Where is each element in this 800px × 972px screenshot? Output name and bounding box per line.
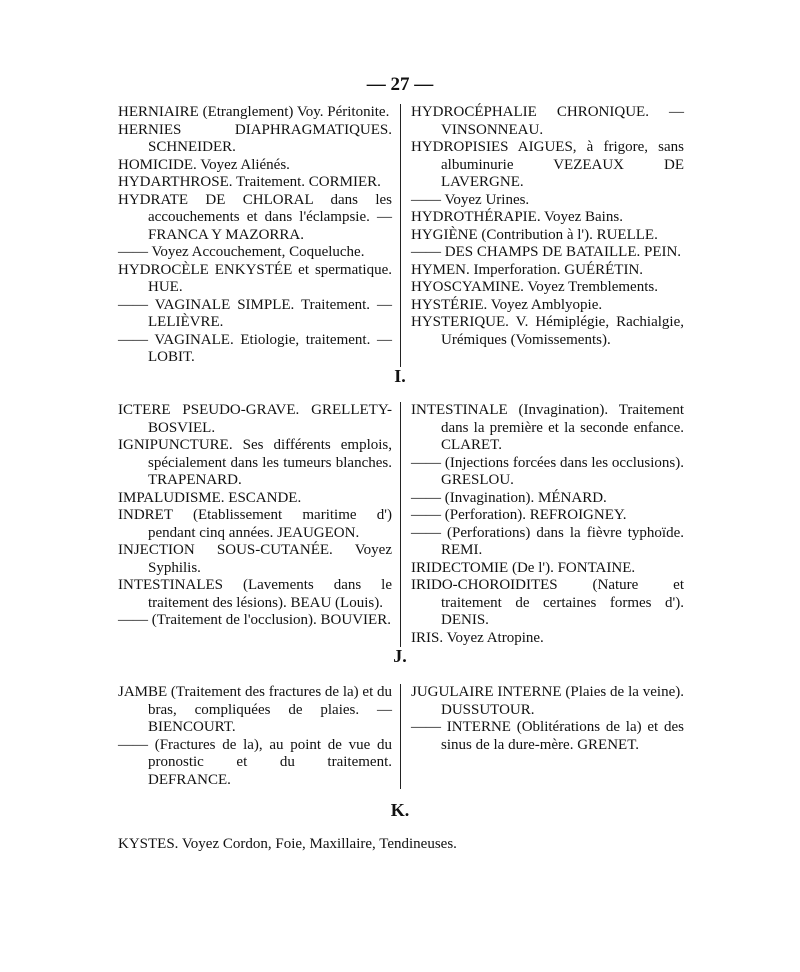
index-entry: IRIS. Voyez Atropine. [411, 629, 544, 646]
index-entry: —— (Injections forcées dans les occlusions). GRESLOU. [411, 454, 684, 488]
index-entry: INTESTINALES (Lavements dans le traitement des lésions). BEAU (Louis). [118, 577, 392, 611]
index-entry: HYSTÉRIE. Voyez Amblyopie. [411, 296, 603, 313]
index-entry: —— (Perforation). REFROIGNEY. [411, 507, 627, 523]
index-entry: HYSTERIQUE. V. Hémiplégie, Rachialgie, Urémiques (Vomissements). [411, 314, 684, 348]
section-h-right-column [401, 104, 684, 367]
section-k-entry: KYSTES. Voyez Cordon, Foie, Maxillaire, Tendineuses. [118, 836, 457, 852]
index-entry: HYDROCÉPHALIE CHRONIQUE. — VINSONNEAU. [411, 104, 684, 138]
index-entry: IMPALUDISME. ESCANDE. [118, 489, 302, 506]
index-entry: —— (Invagination). MÉNARD. [411, 489, 607, 506]
section-j-right-column [401, 684, 684, 789]
index-entry: —— VAGINALE. Etiologie, traitement. — LOBIT. [118, 331, 392, 365]
index-entry: —— (Traitement de l'occlusion). BOUVIER. [118, 612, 391, 628]
index-entry: —— DES CHAMPS DE BATAILLE. PEIN. [411, 244, 682, 260]
index-entry: HYDROPISIES AIGUES, à frigore, sans albuminurie VEZEAUX DE LAVERGNE. [411, 139, 684, 190]
index-entry: —— (Perforations) dans la fièvre typhoïde. REMI. [411, 524, 684, 558]
index-entry: HERNIES DIAPHRAGMATIQUES. SCHNEIDER. [118, 121, 392, 155]
section-letter-i: I. [394, 366, 406, 386]
index-entry: JAMBE (Traitement des fractures de la) et du bras, compliquées de plaies. — BIENCOURT. [118, 684, 392, 735]
index-entry: IGNIPUNCTURE. Ses différents emplois, spécialement dans les tumeurs blanches. TRAPENARD. [118, 437, 392, 488]
index-entry: JUGULAIRE INTERNE (Plaies de la veine). DUSSUTOUR. [411, 684, 684, 718]
section-i-right-column [401, 402, 684, 647]
index-entry: IRIDECTOMIE (De l'). FONTAINE. [411, 559, 636, 576]
section-letter-k: K. [390, 800, 410, 820]
section-j [118, 684, 684, 789]
section-h-left-column [118, 104, 401, 367]
index-entry: HYOSCYAMINE. Voyez Tremblements. [411, 279, 658, 295]
index-entry: HOMICIDE. Voyez Aliénés. [118, 156, 290, 173]
index-entry: —— VAGINALE SIMPLE. Traitement. — LELIÈVRE. [118, 296, 392, 330]
section-j-left-column [118, 684, 401, 789]
index-entry: —— Voyez Urines. [411, 191, 530, 208]
index-entry: HYDRATE DE CHLORAL dans les accouchements et dans l'éclampsie. — FRANCA Y MAZORRA. [118, 191, 392, 243]
index-entry: —— Voyez Accouchement, Coqueluche. [118, 244, 365, 260]
page-number: — 27 — [366, 74, 434, 95]
index-entry: HYDARTHROSE. Traitement. CORMIER. [118, 174, 381, 190]
section-i-left-column [118, 402, 401, 647]
section-i [118, 402, 684, 647]
index-entry: —— (Fractures de la), au point de vue du pronostic et du traitement. DEFRANCE. [118, 736, 392, 788]
section-letter-j: J. [393, 646, 407, 666]
index-entry: INTESTINALE (Invagination). Traitement dans la première et la seconde enfance. CLARET. [411, 402, 684, 453]
index-entry: HYMEN. Imperforation. GUÉRÉTIN. [411, 261, 644, 278]
index-entry: HERNIAIRE (Etranglement) Voy. Péritonite. [118, 104, 390, 120]
index-entry: HYGIÈNE (Contribution à l'). RUELLE. [411, 226, 658, 243]
index-entry: INDRET (Etablissement maritime d') pendant cinq années. JEAUGEON. [118, 507, 392, 541]
index-entry: —— INTERNE (Oblitérations de la) et des sinus de la dure-mère. GRENET. [411, 719, 684, 753]
index-entry: IRIDO-CHOROIDITES (Nature et traitement de certaines formes d'). DENIS. [411, 577, 684, 628]
index-entry: ICTERE PSEUDO-GRAVE. GRELLETY-BOSVIEL. [118, 402, 392, 436]
index-entry: INJECTION SOUS-CUTANÉE. Voyez Syphilis. [118, 542, 392, 576]
index-entry: HYDROTHÉRAPIE. Voyez Bains. [411, 209, 623, 225]
index-entry: HYDROCÈLE ENKYSTÉE et spermatique. HUE. [118, 261, 392, 295]
section-h [118, 104, 684, 367]
